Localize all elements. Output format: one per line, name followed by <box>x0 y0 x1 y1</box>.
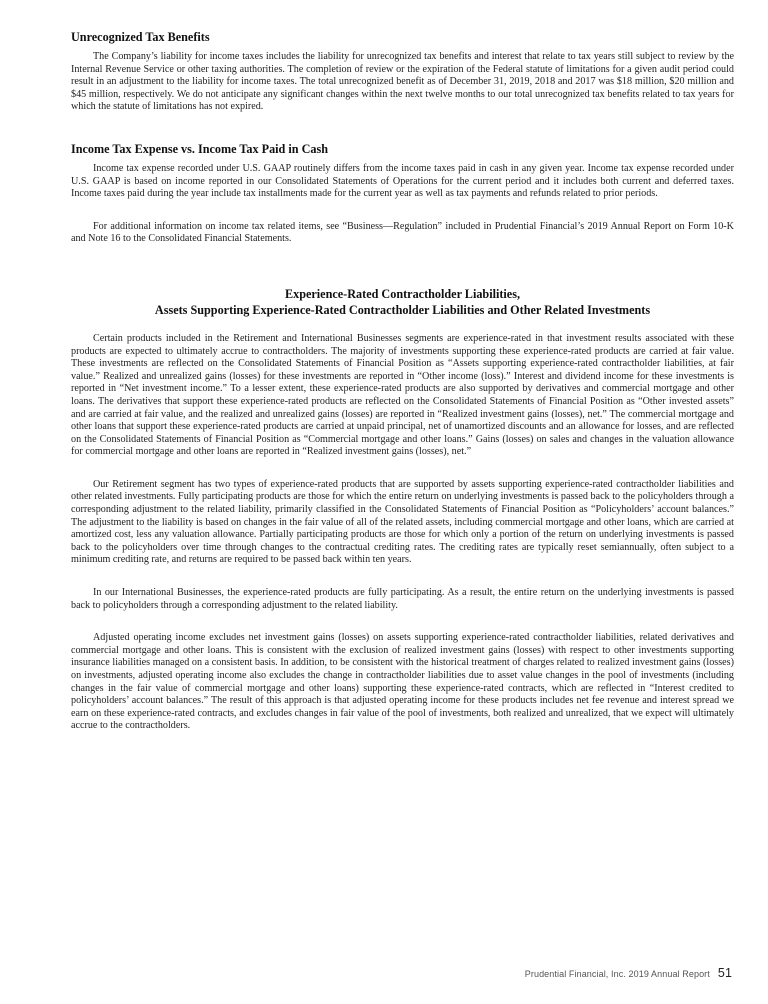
heading-income-tax-expense: Income Tax Expense vs. Income Tax Paid in Cash <box>71 141 329 156</box>
heading-experience-rated <box>71 286 734 319</box>
paragraph-adjusted-operating-income: Adjusted operating income excludes net investment gains (losses) on assets supporting experience-rated contractholder liabilities, related derivatives and commercial mortgage and other loans. This is consistent with the exclusion of realized investment gains (losses) with respect to other investments supporting insurance liabilities managed on a consistent basis. In addition, to be consistent with the historical treatment of charges related to realized investment gains (losses) on investments, adjusted operating income also excludes the change in contractholder liabilities due to asset value changes in the pool of investments (including changes in the fair value of commercial mortgage and other loans) supporting these experience-rated contracts, which are reflected in “Interest credited to policyholders’ account balances.” The result of this approach is that adjusted operating income for these products includes net fee revenue and interest spread we earn on these experience-rated contracts, and excludes changes in fair value of the pool of investments, both realized and unrealized, that we expect will ultimately accrue to the contractholders. <box>71 632 734 732</box>
paragraph-experience-rated-products: Certain products included in the Retirement and International Businesses segments are experience-rated in that investment results associated with these products are expected to ultimately accrue to contractholders. The majority of investments supporting these experience-rated products are carried at fair value. These investments are reflected on the Consolidated Statements of Financial Position as “Assets supporting experience-rated contractholder liabilities, at fair value.” Realized and unrealized gains (losses) for these investments are reported in “Other income (loss).” Interest and dividend income for these investments is reported in “Net investment income.” To a lesser extent, these experience-rated products are also supported by derivatives and commercial mortgage and other loans. The derivatives that support these experience-rated products are reflected on the Consolidated Statements of Financial Position as “Other invested assets” and are carried at fair value, and the realized and unrealized gains (losses) are reported in “Realized investment gains (losses), net.” The commercial mortgage and other loans that support these experience-rated products are carried at unpaid principal, net of unamortized discounts and an allowance for losses, and are reflected on the Consolidated Statements of Financial Position as “Commercial mortgage and other loans.” Gains (losses) on sales and changes in the valuation allowance for commercial mortgage and other loans are reported in “Realized investment gains (losses), net.” <box>71 332 734 458</box>
heading-experience-rated-line1: Experience-Rated Contractholder Liabilities, <box>284 286 521 301</box>
paragraph-retirement-segment: Our Retirement segment has two types of experience-rated products that are supported by assets supporting experience-rated contractholder liabilities and other related investments. Fully participating products are those for which the entire return on underlying investments is passed back to the policyholders through a corresponding adjustment to the related liability, primarily classified in the Consolidated Statements of Financial Position as “Policyholders’ account balances.” The adjustment to the liability is based on changes in the fair value of all of the related assets, including commercial mortgage and other loans, which are carried at amortized cost, less any valuation allowance. Partially participating products are those for which only a portion of the return on underlying investments is passed back to the policyholders over time through changes to the contractual crediting rates. The crediting rates are typically reset semiannually, often subject to a minimum crediting rate, and returns are required to be passed back within ten years. <box>71 478 734 566</box>
footer-report-title: Prudential Financial, Inc. 2019 Annual Report <box>524 969 710 979</box>
paragraph-unrecognized-tax-benefits: The Company’s liability for income taxes includes the liability for unrecognized tax benefits and interest that relate to tax years still subject to review by the Internal Revenue Service or other taxing authorities. The completion of review or the expiration of the Federal statute of limitations for a given audit period could result in an adjustment to the liability for income taxes. The total unrecognized benefit as of December 31, 2019, 2018 and 2017 was $18 million, $20 million and $45 million, respectively. We do not anticipate any significant changes within the next twelve months to our total unrecognized tax benefits related to tax years for which the statute of limitations has not expired. <box>71 51 734 113</box>
document-page <box>71 30 734 733</box>
spacer <box>71 459 734 479</box>
paragraph-income-tax-expense: Income tax expense recorded under U.S. GAAP routinely differs from the income taxes paid in cash in any given year. Income tax expense recorded under U.S. GAAP is based on income reported in our Consolidated Statements of Operations for the current period and it includes both current and deferred taxes. Income taxes paid during the year include tax installments made for the current year as well as tax payments and refunds related to prior periods. <box>71 162 734 200</box>
heading-experience-rated-line2: Assets Supporting Experience-Rated Contractholder Liabilities and Other Related Investments <box>154 303 651 318</box>
spacer <box>71 246 734 274</box>
paragraph-additional-information: For additional information on income tax related items, see “Business—Regulation” included in Prudential Financial’s 2019 Annual Report on Form 10-K and Note 16 to the Consolidated Financial Statements. <box>71 220 734 245</box>
spacer <box>71 114 734 142</box>
page-number: 51 <box>717 966 732 980</box>
page-footer <box>525 966 732 980</box>
spacer <box>71 612 734 632</box>
spacer <box>71 567 734 587</box>
heading-unrecognized-tax-benefits: Unrecognized Tax Benefits <box>71 30 210 44</box>
spacer <box>71 274 734 286</box>
paragraph-international-businesses: In our International Businesses, the experience-rated products are fully participating. As a result, the entire return on the underlying investments is passed back to policyholders through a corresponding adjustment to the related liability. <box>71 587 734 611</box>
spacer <box>71 201 734 221</box>
